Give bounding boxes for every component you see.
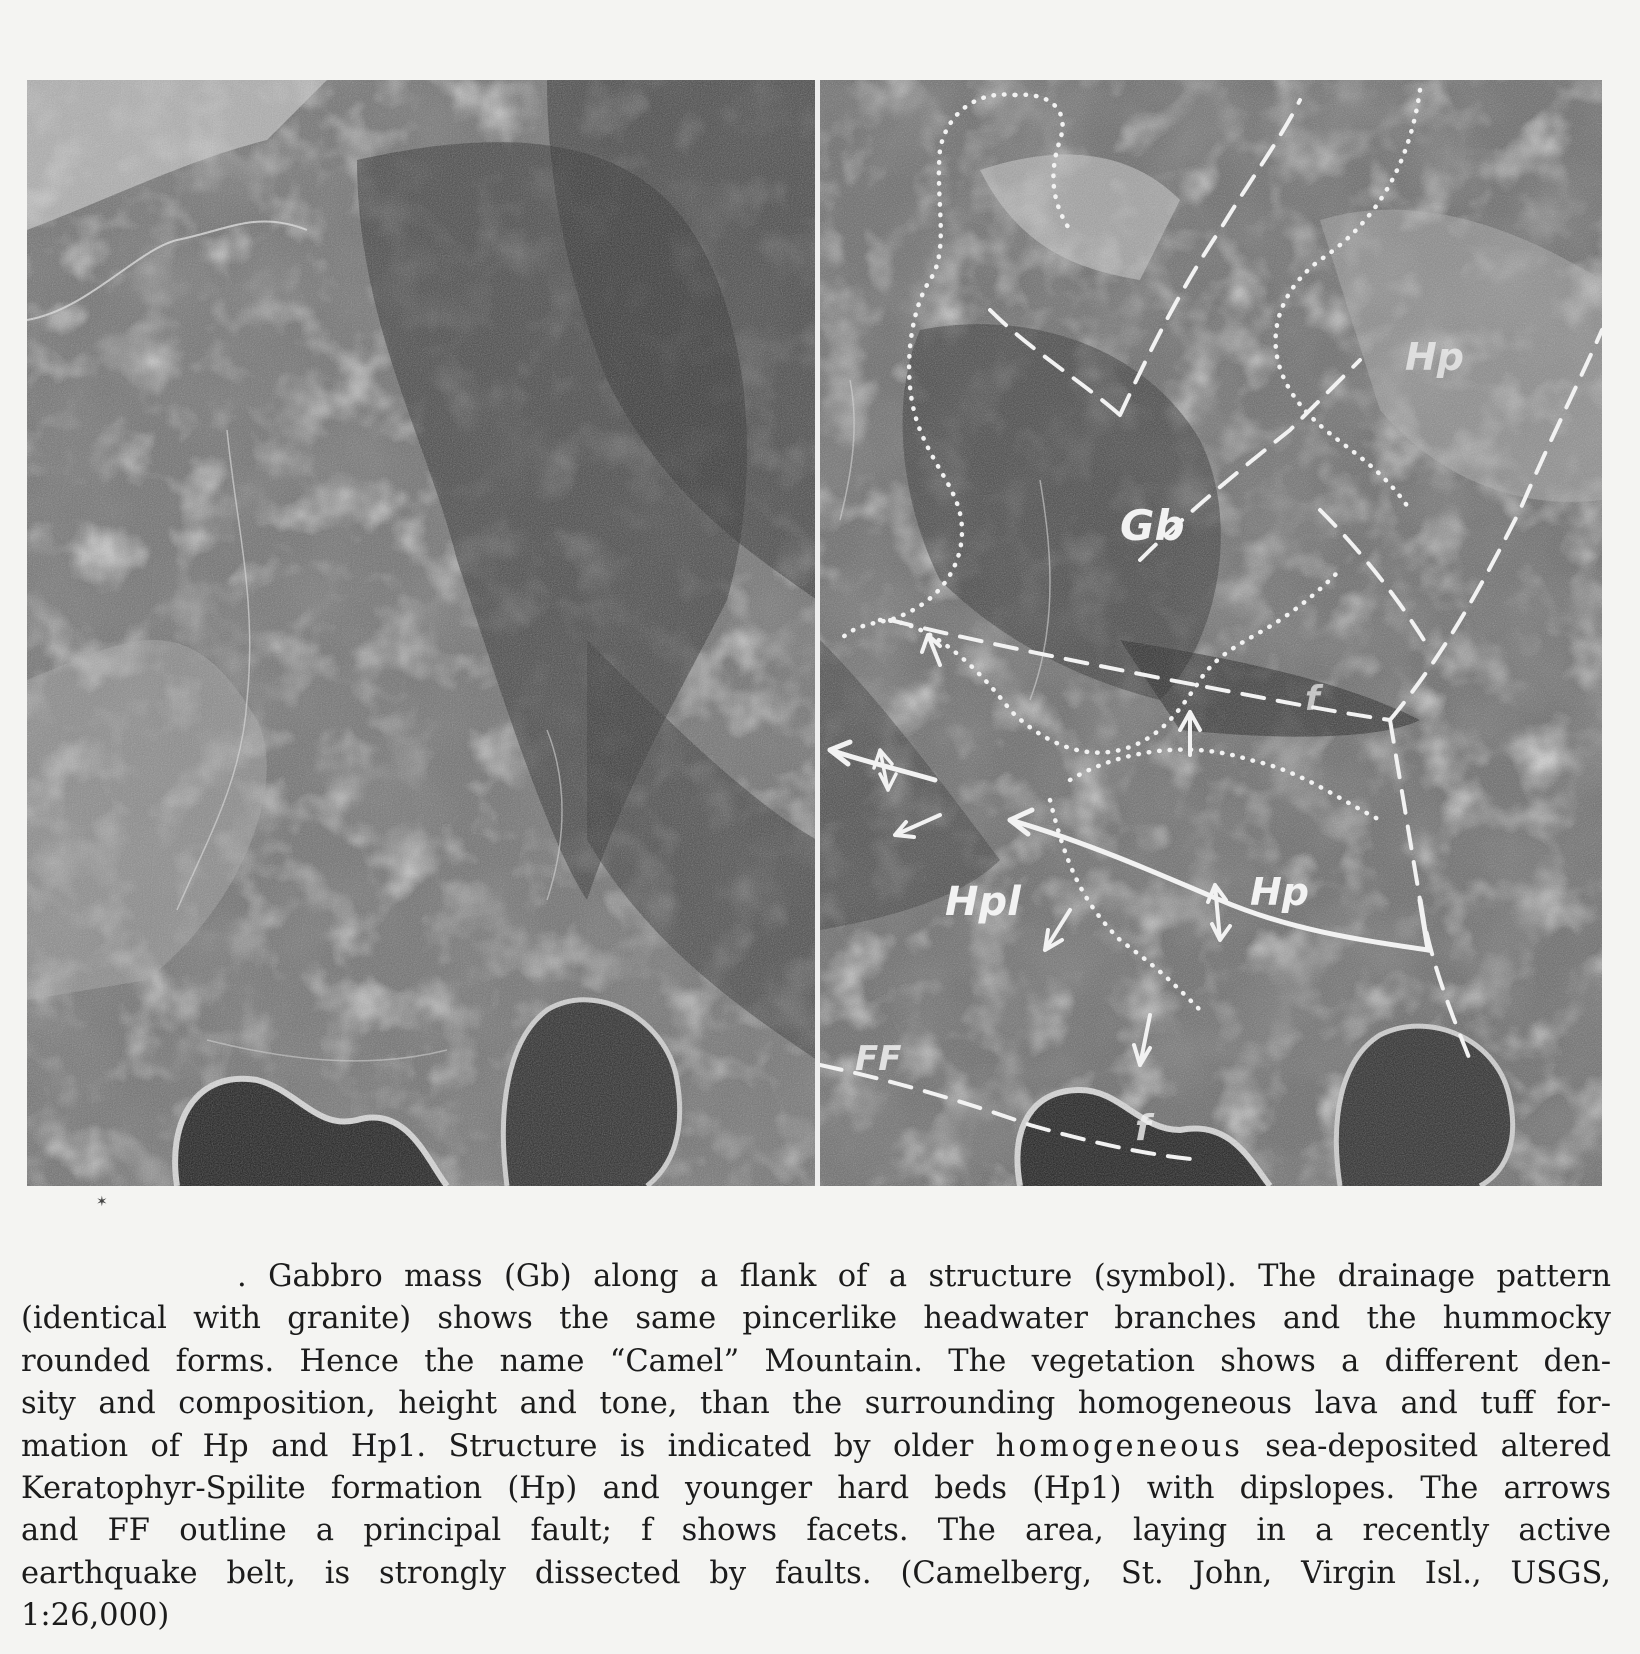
label-f-upper: f xyxy=(1305,679,1320,719)
caption-line-8: earthquake belt, is strongly dissected by faults. (Camelberg, St. John, Virgin Isl., USGS, xyxy=(21,1555,1611,1591)
caption-emphasis-homogeneous: homogeneous xyxy=(995,1428,1243,1464)
caption-line-2: (identical with granite) shows the same pincerlike headwater branches and the hummocky xyxy=(21,1301,1611,1337)
caption-line-3: rounded forms. Hence the name “Camel” Mountain. The vegetation shows a different den- xyxy=(21,1343,1611,1379)
label-ff: FF xyxy=(855,1039,902,1079)
caption-line-1: . Gabbro mass (Gb) along a flank of a structure (symbol). The drainage pattern xyxy=(237,1259,1611,1294)
label-gb: Gb xyxy=(1120,501,1185,550)
aerial-photo-right-image xyxy=(820,80,1602,1186)
caption-line-5 xyxy=(21,1426,1611,1468)
aerial-photo-stereo-pair xyxy=(27,80,1602,1186)
caption-line-4: sity and composition, height and tone, than the surrounding homogeneous lava and tuff for- xyxy=(21,1386,1611,1422)
caption-line-7: and FF outline a principal fault; f shows facets. The area, laying in a recently active xyxy=(21,1513,1611,1549)
figure-caption xyxy=(21,1256,1611,1638)
label-hp-upper: Hp xyxy=(1405,335,1465,379)
caption-line-6: Keratophyr-Spilite formation (Hp) and younger hard beds (Hp1) with dipslopes. The arrows xyxy=(21,1471,1611,1507)
aerial-photo-right-annotated xyxy=(820,80,1602,1186)
caption-line-9: 1:26,000) xyxy=(21,1598,170,1634)
label-hp-lower: Hp xyxy=(1250,870,1310,914)
aerial-photo-left xyxy=(27,80,817,1186)
aerial-photo-left-image xyxy=(27,80,817,1186)
label-hpl: Hpl xyxy=(945,879,1021,925)
caption-line-5-start: mation of Hp and Hp1. Structure is indicated by older xyxy=(21,1428,996,1464)
label-f-lower: f xyxy=(1135,1108,1151,1149)
caption-line-5-end: sea-deposited altered xyxy=(1242,1428,1611,1464)
print-speck: ✶ xyxy=(96,1194,108,1210)
